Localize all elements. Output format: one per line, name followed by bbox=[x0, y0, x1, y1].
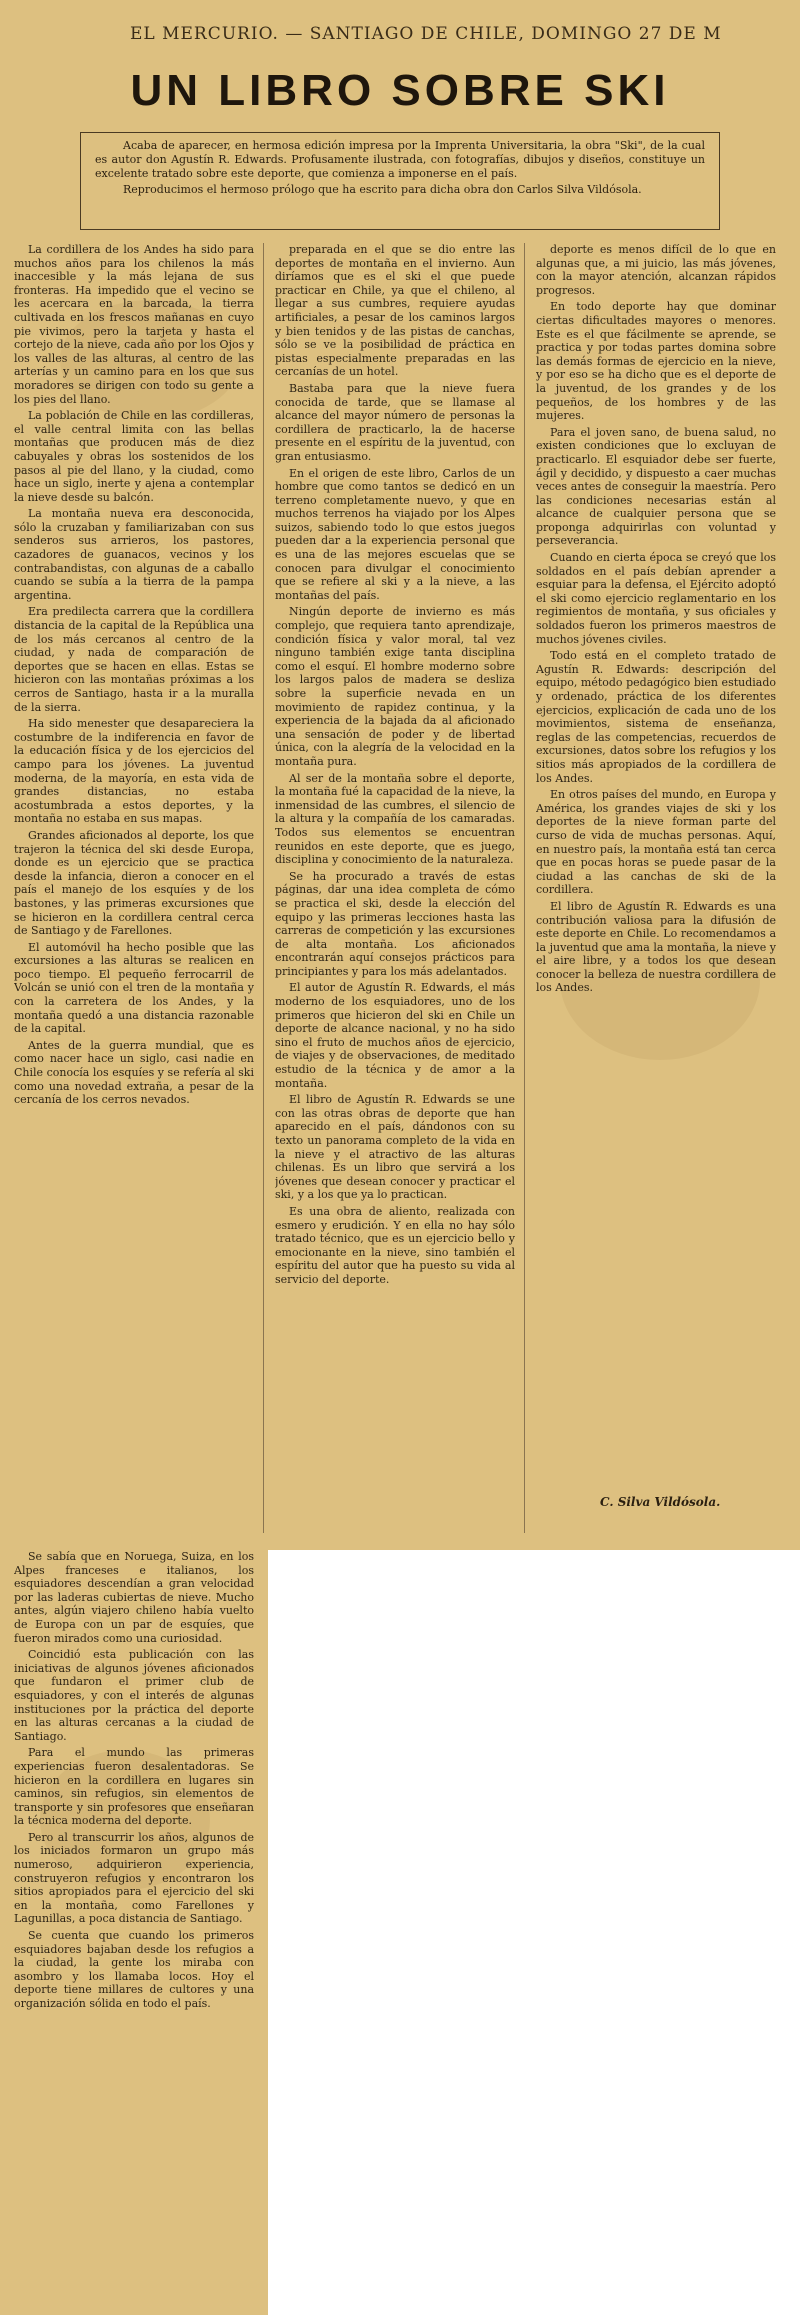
column-paragraph: El libro de Agustín R. Edwards se une con las otras obras de deporte que han aparecido en el país, dándonos con su texto un panorama completo de la vida en la nieve y el atractivo de las alturas chilenas. Es un libro que servirá a los jóvenes que desean conocer y practicar el ski, y a los que ya lo practican. bbox=[275, 1093, 515, 1202]
column-paragraph: Se ha procurado a través de estas páginas, dar una idea completa de cómo se practica el ski, desde la elección del equipo y las primeras lecciones hasta las carreras de competición y las excursiones de alta montaña. Los aficionados encontrarán aquí consejos prácticos para principiantes y para los más adelantados. bbox=[275, 869, 515, 978]
column-paragraph: Es una obra de aliento, realizada con esmero y erudición. Y en ella no hay sólo tratado técnico, que es un ejercicio bello y emocionante en la nieve, sino también el espíritu del autor que ha puesto su vida al servicio del deporte. bbox=[275, 1204, 515, 1286]
article-intro-box bbox=[80, 132, 720, 230]
column-paragraph: Para el mundo las primeras experiencias fueron desalentadoras. Se hicieron en la cordillera en lugares sin caminos, sin refugios, sin elementos de transporte y sin profesores que enseñaran la técnica moderna del deporte. bbox=[14, 1746, 254, 1828]
column-paragraph: La cordillera de los Andes ha sido para muchos años para los chilenos la más inaccesible y la más lejana de sus fronteras. Ha impedido que el vecino se les acercara en la barcada, la tierra cultivada en los frescos mañanas en cuyo pie vivimos, pero la tarjeta y hasta el cortejo de la nieve, cada año por los Ojos y los valles de las alturas, al centro de las arterías y un camino para en los que sus moradores se dirigen con todo su gente a los pies del llano. bbox=[14, 243, 254, 406]
column-paragraph: Coincidió esta publicación con las iniciativas de algunos jóvenes aficionados que fundaron el primer club de esquiadores, y con el interés de algunas instituciones por la práctica del deporte en las alturas cercanas a la ciudad de Santiago. bbox=[14, 1648, 254, 1743]
intro-paragraph: Acaba de aparecer, en hermosa edición impresa por la Imprenta Universitaria, la obra "Ski", de la cual es autor don Agustín R. Edwards. Profusamente ilustrada, con fotografías, dibujos y diseños, constituye un excelente tratado sobre este deporte, que comienza a imponerse en el país. bbox=[95, 139, 705, 180]
column-paragraph: Se sabía que en Noruega, Suiza, en los Alpes franceses e italianos, los esquiadores descendían a gran velocidad por las laderas cubiertas de nieve. Mucho antes, algún viajero chileno había vuelto de Europa con un par de esquíes, que fueron mirados como una curiosidad. bbox=[14, 1550, 254, 1645]
column-paragraph: Era predilecta carrera que la cordillera distancia de la capital de la República una de los más cercanos al centro de la ciudad, y nada de comparación de deportes que se hacen en ellas. Estas se hicieron con las montañas próximas a los cerros de Santiago, hasta ir a la muralla de la sierra. bbox=[14, 605, 254, 714]
column-paragraph: Ningún deporte de invierno es más complejo, que requiera tanto aprendizaje, condición física y valor moral, tal vez ninguno también exige tanta disciplina como el esquí. El hombre moderno sobre los largos palos de madera se desliza sobre la superficie nevada en un movimiento de rapidez continua, y la experiencia de la bajada da al aficionado una sensación de poder y de libertad única, con la alegría de la velocidad en la montaña pura. bbox=[275, 605, 515, 768]
column-rule bbox=[524, 243, 525, 1533]
column-paragraph: En otros países del mundo, en Europa y América, los grandes viajes de ski y los deportes de la nieve forman parte del curso de vida de muchas personas. Aquí, en nuestro país, la montaña está tan cerca que en pocas horas se puede pasar de la ciudad a las canchas de ski de la cordillera. bbox=[536, 788, 776, 897]
column-paragraph: Para el joven sano, de buena salud, no existen condiciones que lo excluyan de practicarlo. El esquiador debe ser fuerte, ágil y decidido, y dispuesto a caer muchas veces antes de conseguir la maestría. Pero las condiciones necesarias están al alcance de cualquier persona que se proponga adquirirlas con voluntad y perseverancia. bbox=[536, 425, 776, 548]
article-column-3 bbox=[536, 243, 776, 1463]
column-paragraph: En todo deporte hay que dominar ciertas dificultades mayores o menores. Este es el que fácilmente se aprende, se practica y por todas partes domina sobre las demás formas de ejercicio en la nieve, y por eso se ha dicho que es el deporte de la juventud, de los grandes y de los pequeños, de los hombres y de las mujeres. bbox=[536, 300, 776, 423]
column-paragraph: Cuando en cierta época se creyó que los soldados en el país debían aprender a esquiar para la defensa, el Ejército adoptó el ski como ejercicio reglamentario en los regimientos de montaña, y sus oficiales y soldados fueron los primeros maestros de muchos jóvenes civiles. bbox=[536, 551, 776, 646]
column-paragraph: El autor de Agustín R. Edwards, el más moderno de los esquiadores, uno de los primeros que hicieron del ski en Chile un deporte de alcance nacional, y no ha sido sino el fruto de muchos años de ejercicio, de viajes y de observaciones, de meditado estudio de la técnica y de amor a la montaña. bbox=[275, 981, 515, 1090]
column-paragraph: Bastaba para que la nieve fuera conocida de tarde, que se llamase al alcance del mayor número de personas la cordillera de practicarlo, la de hacerse presente en el espíritu de la juventud, con gran entusiasmo. bbox=[275, 381, 515, 463]
article-title: UN LIBRO SOBRE SKI bbox=[130, 66, 670, 115]
column-paragraph: Ha sido menester que desapareciera la costumbre de la indiferencia en favor de la educación física y de los ejercicios del campo para los jóvenes. La juventud moderna, de la mayoría, en esta vida de grandes distancias, no estaba acostumbrada a estos deportes, y la montaña no estaba en sus mapas. bbox=[14, 717, 254, 826]
article-column-1-continuation bbox=[14, 1550, 254, 2305]
column-paragraph: El automóvil ha hecho posible que las excursiones a las alturas se realicen en poco tiempo. El pequeño ferrocarril de Volcán se unió con el tren de la montaña y con la carretera de los Andes, y la montaña quedó a una distancia razonable de la capital. bbox=[14, 940, 254, 1036]
column-paragraph: Grandes aficionados al deporte, los que trajeron la técnica del ski desde Europa, donde es un ejercicio que se practica desde la infancia, dieron a conocer en el país el manejo de los esquíes y de los bastones, y las primeras excursiones que se hicieron en la cordillera central cerca de Santiago y de Farellones. bbox=[14, 828, 254, 938]
article-column-2 bbox=[275, 243, 515, 1533]
column-paragraph: La montaña nueva era desconocida, sólo la cruzaban y familiarizaban con sus senderos sus arrieros, los pastores, cazadores de guanacos, vecinos y los contrabandistas, con algunas de a caballo cuando se subía a la tierra de la pampa argentina. bbox=[14, 507, 254, 602]
column-paragraph: La población de Chile en las cordilleras, el valle central limita con las bellas montañas que producen más de diez cabuyales y obras los sostenidos de los pasos al pie del llano, y la ciudad, como hace un siglo, inerte y ajena a contemplar la nieve desde su balcón. bbox=[14, 409, 254, 504]
column-paragraph: Pero al transcurrir los años, algunos de los iniciados formaron un grupo más numeroso, adquirieron experiencia, construyeron refugios y encontraron los sitios apropiados para el ejercicio del ski en la montaña, como Farellones y Lagunillas, a poca distancia de Santiago. bbox=[14, 1830, 254, 1926]
column-paragraph: Antes de la guerra mundial, que es como nacer hace un siglo, casi nadie en Chile conocía los esquíes y se refería al ski como una novedad extraña, a pesar de la cercanía de los cerros nevados. bbox=[14, 1038, 254, 1107]
column-rule bbox=[263, 243, 264, 1533]
column-paragraph: El libro de Agustín R. Edwards es una contribución valiosa para la difusión de este deporte en Chile. Lo recomendamos a la juventud que ama la montaña, la nieve y el aire libre, y a todos los que desean conocer la belleza de nuestra cordillera de los Andes. bbox=[536, 899, 776, 995]
intro-paragraph: Reproducimos el hermoso prólogo que ha escrito para dicha obra don Carlos Silva Vildósola. bbox=[123, 183, 642, 196]
column-paragraph: Todo está en el completo tratado de Agustín R. Edwards: descripción del equipo, método pedagógico bien estudiado y ordenado, práctica de los diferentes ejercicios, explicación de cada uno de los movimientos, sistema de enseñanza, reglas de las competencias, recuerdos de excursiones, datos sobre los refugios y los sitios más apropiados de la cordillera de los Andes. bbox=[536, 649, 776, 785]
newspaper-masthead: EL MERCURIO. — SANTIAGO DE CHILE, DOMINGO 27 DE M bbox=[130, 24, 722, 44]
article-column-1 bbox=[14, 243, 254, 1533]
column-paragraph: deporte es menos difícil de lo que en algunas que, a mi juicio, las más jóvenes, con la mayor atención, alcanzan rápidos progresos. bbox=[536, 243, 776, 297]
column-paragraph: Al ser de la montaña sobre el deporte, la montaña fué la capacidad de la nieve, la inmensidad de las cumbres, el silencio de la altura y la compañía de los camaradas. Todos sus elementos se encuentran reunidos en este deporte, que es juego, disciplina y conocimiento de la naturaleza. bbox=[275, 771, 515, 867]
column-paragraph: preparada en el que se dio entre las deportes de montaña en el invierno. Aun diríamos que es el ski el que puede practicar en Chile, ya que el chileno, al llegar a sus cumbres, requiere ayudas artificiales, a pesar de los caminos largos y bien tenidos y de las pistas de canchas, sólo se ve la posibilidad de práctica en pistas especialmente preparadas en las cercanías de un hotel. bbox=[275, 243, 515, 379]
column-paragraph: Se cuenta que cuando los primeros esquiadores bajaban desde los refugios a la ciudad, la gente los miraba con asombro y los llamaba locos. Hoy el deporte tiene millares de cultores y una organización sólida en todo el país. bbox=[14, 1929, 254, 2010]
newspaper-clipping-continuation bbox=[0, 1550, 268, 2315]
author-signature: C. Silva Vildósola. bbox=[600, 1495, 721, 1509]
column-paragraph: En el origen de este libro, Carlos de un hombre que como tantos se dedicó en un terreno completamente nuevo, y que en muchos terrenos ha viajado por los Alpes suizos, sabiendo todo lo que estos juegos pueden dar a la experiencia personal que es una de las mejores escuelas que se conocen para divulgar el conocimiento que se refiere al ski y a la nieve, a las montañas del país. bbox=[275, 466, 515, 602]
